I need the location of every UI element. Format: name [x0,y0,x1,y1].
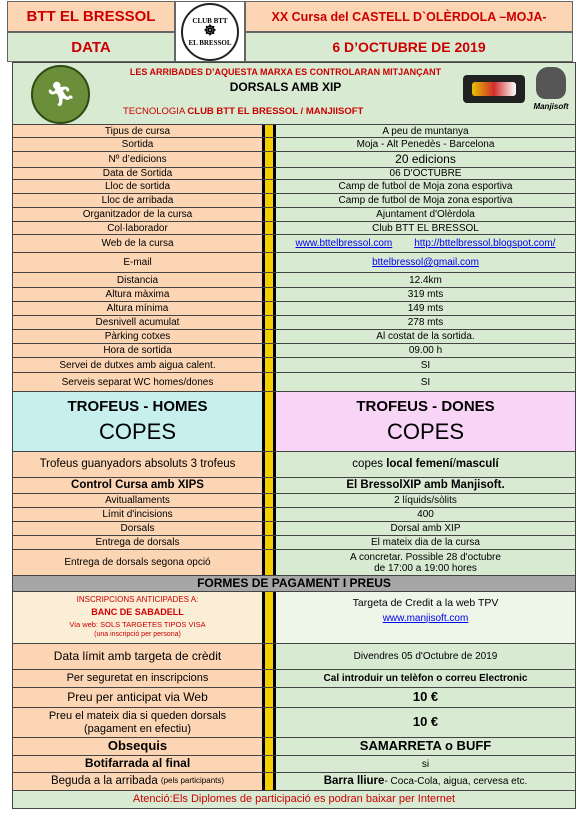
row-label: Sortida [12,138,262,151]
tpv-label: Targeta de Credit a la web TPV [352,597,499,609]
row-value: Camp de futbol de Moja zona esportiva [276,194,576,207]
row-label: Pàrking cotxes [12,330,262,343]
bicycle-icon: ☸ [203,23,217,39]
banner-tech-prefix: TECNOLOGIA [123,106,188,117]
row-separator [262,168,276,179]
web-link-1[interactable]: www.bttelbressol.com [295,238,393,249]
web-link-2[interactable]: http://bttelbressol.blogspot.com/ [414,238,556,249]
drinks-label-main: Beguda a la arribada [50,775,161,788]
same-day-price-value: 10 € [276,708,576,737]
row-value: SI [276,358,576,372]
trophies-detail-value [276,452,576,477]
control-row [12,478,576,494]
row-value: 400 [276,508,576,521]
pickup-second-label: Entrega de dorsals segona opció [12,550,262,575]
row-label: Data de Sortida [12,168,262,179]
inscriptions-line2: BANC DE SABADELL [91,606,184,617]
drinks-label [12,773,262,790]
banner-line2: DORSALS AMB XIP [229,80,342,94]
row-value: 278 mts [276,316,576,329]
web-links [276,235,576,252]
row-label: Dorsals [12,522,262,535]
runner-logo-icon: 🏃︎ [31,65,90,124]
table-row [12,344,576,358]
row-separator [262,522,276,535]
row-label: Col·laborador [12,222,262,234]
row-separator [262,125,276,137]
table-row [12,125,576,138]
botifarrada-row [12,756,576,773]
club-logo-text-bottom: EL BRESSOL [188,38,232,47]
table-row [12,536,576,550]
drinks-label-small: (pels participants) [160,776,225,786]
row-separator [262,644,276,669]
row-separator [262,708,276,737]
pickup-second-line1: A concretar. Possible 28 d'octubre [350,551,501,563]
footer-row [12,791,576,809]
inscriptions-line4: (una inscripció per persona) [94,631,181,639]
table-row [12,273,576,288]
table-row [12,358,576,373]
row-separator [262,273,276,287]
row-label: Entrega de dorsals [12,536,262,549]
row-label: Lloc de arribada [12,194,262,207]
org-name-box [7,1,175,32]
manjisoft-logo-text: Manjisoft [533,102,569,111]
row-value: Ajuntament d'Olèrdola [276,208,576,221]
row-label: Distancia [12,273,262,287]
row-separator [262,773,276,790]
email-link[interactable]: bttelbressol@gmail.com [372,257,479,268]
row-value: Moja - Alt Penedès - Barcelona [276,138,576,151]
manjisoft-logo-icon [530,67,572,119]
web-price-value: 10 € [276,688,576,707]
table-row [12,222,576,235]
row-separator [262,152,276,167]
row-label: Hora de sortida [12,344,262,357]
row-value: Camp de futbol de Moja zona esportiva [276,180,576,193]
table-row [12,288,576,302]
same-day-price-row [12,708,576,738]
row-value: Al costat de la sortida. [276,330,576,343]
event-title: XX Cursa del CASTELL D`OLÈRDOLA –MOJA- [271,9,547,24]
row-separator [262,344,276,357]
row-separator [262,138,276,151]
gifts-value: SAMARRETA o BUFF [276,738,576,755]
row-separator [262,208,276,221]
row-value: A peu de muntanya [276,125,576,137]
table-row [12,302,576,316]
table-row [12,152,576,168]
row-separator [262,330,276,343]
payment-header: FORMES DE PAGAMENT I PREUS [12,576,576,591]
deadline-value: Divendres 05 d'Octubre de 2019 [276,644,576,669]
same-day-price-line1: Preu el mateix dia si queden dorsals [48,710,227,723]
trophies-detail-bold2: masculí [455,458,499,471]
table-row [12,373,576,392]
row-label: Límit d'incisions [12,508,262,521]
web-price-label: Preu per anticipat via Web [12,688,262,707]
row-separator [262,508,276,521]
row-separator [262,688,276,707]
bressol-chip-logo-icon [463,75,525,103]
info-rows-3 [12,494,576,550]
event-date-box [245,32,573,62]
email-label: E-mail [12,253,262,272]
chip-banner [12,62,576,125]
row-value: SI [276,373,576,391]
info-rows-1 [12,125,576,235]
trophies-men-title: TROFEUS - HOMES [67,398,208,416]
table-row [12,330,576,344]
banner-tech [123,106,473,117]
row-label: Tipus de cursa [12,125,262,137]
row-value: 12.4km [276,273,576,287]
email-row [12,253,576,273]
row-label: Serveis separat WC homes/dones [12,373,262,391]
row-value: 149 mts [276,302,576,315]
row-value: 09.00 h [276,344,576,357]
trophies-women-sub: COPES [386,418,465,444]
pickup-second-row [12,550,576,576]
row-separator [262,235,276,252]
email-value-cell [276,253,576,272]
row-separator [262,316,276,329]
row-separator [262,302,276,315]
trophies-detail-row [12,452,576,478]
row-separator [262,194,276,207]
table-row [12,208,576,222]
table-row [12,138,576,152]
row-separator [262,536,276,549]
row-value: Club BTT EL BRESSOL [276,222,576,234]
trophies-women [276,392,576,451]
same-day-price-label [12,708,262,737]
table-row [12,316,576,330]
security-row [12,670,576,688]
row-label: Altura màxima [12,288,262,301]
row-separator [262,592,276,643]
club-logo-text-top: CLUB BTT [192,16,228,25]
inscriptions-info [12,592,262,643]
row-separator [262,756,276,772]
deadline-row [12,644,576,670]
inscriptions-line1: INSCRIPCIONS ANTICIPADES A: [76,595,199,605]
gifts-row [12,738,576,756]
row-separator [262,452,276,477]
row-label: Avituallaments [12,494,262,507]
row-label: Desnivell acumulat [12,316,262,329]
row-label: Organitzador de la cursa [12,208,262,221]
trophies-detail-label: Trofeus guanyadors absoluts 3 trofeus [12,452,262,477]
row-value: 20 edicions [276,152,576,167]
drinks-value [276,773,576,790]
botifarrada-label: Botifarrada al final [12,756,262,772]
control-label: Control Cursa amb XIPS [12,478,262,493]
row-separator [262,392,276,451]
trophies-men [12,392,262,451]
row-value: 319 mts [276,288,576,301]
drinks-value-bold: Barra lliure [323,775,385,788]
row-separator [262,550,276,575]
row-label: Nº d’edicions [12,152,262,167]
deadline-label: Data límit amb targeta de crèdit [12,644,262,669]
row-separator [262,180,276,193]
row-separator [262,222,276,234]
banner-tech-name: CLUB BTT EL BRESSOL / MANJIISOFT [187,106,364,117]
event-date: 6 D’OCTUBRE DE 2019 [332,39,486,55]
table-row [12,508,576,522]
club-logo-box [175,1,245,62]
row-value: El mateix dia de la cursa [276,536,576,549]
data-label-box [7,32,175,62]
table-row [12,494,576,508]
drinks-row [12,773,576,791]
row-label: Servei de dutxes amb aigua calent. [12,358,262,372]
trophies-detail-slash: / [452,458,456,471]
pickup-second-line2: de 17:00 a 19:00 hores [374,562,477,574]
inscriptions-row [12,592,576,644]
table-row [12,522,576,536]
pickup-second-value [276,550,576,575]
same-day-price-line2: (pagament en efectiu) [83,722,191,735]
control-value: El BressolXIP amb Manjisoft. [276,478,576,493]
security-label: Per seguretat en inscripcions [12,670,262,687]
row-separator [262,670,276,687]
gifts-label: Obsequis [12,738,262,755]
row-label: Lloc de sortida [12,180,262,193]
web-price-row [12,688,576,708]
table-row [12,180,576,194]
row-value: 2 líquids/sòlits [276,494,576,507]
web-label: Web de la cursa [12,235,262,252]
footer-note: Atenció:Els Diplomes de participació es podran baixar per Internet [12,791,576,808]
trophies-detail-pre: copes [352,458,387,471]
row-value: Dorsal amb XIP [276,522,576,535]
row-separator [262,494,276,507]
tpv-link[interactable]: www.manjisoft.com [382,612,469,624]
web-row [12,235,576,253]
inscriptions-line3: Via web: SOLS TARGETES TIPOS VISA [69,619,206,629]
row-separator [262,288,276,301]
botifarrada-value: si [276,756,576,772]
security-value: Cal introduir un telèfon o correu Electronic [276,670,576,687]
row-separator [262,358,276,372]
data-label: DATA [71,38,111,56]
event-title-box [245,1,573,32]
payment-header-row [12,576,576,592]
info-rows-2 [12,273,576,392]
banner-line1: LES ARRIBADES D’AQUESTA MARXA ES CONTROLARAN MITJANÇANT [129,67,442,77]
row-separator [262,253,276,272]
inscriptions-tpv [276,592,576,643]
info-table [12,125,576,809]
club-logo-icon [181,3,239,61]
drinks-value-rest: - Coca-Cola, aigua, cervesa etc. [384,776,528,787]
trophies-detail-bold: local femení [386,458,453,471]
row-label: Altura mínima [12,302,262,315]
row-separator [262,373,276,391]
trophies-women-title: TROFEUS - DONES [356,398,495,416]
row-separator [262,478,276,493]
table-row [12,168,576,180]
table-row [12,194,576,208]
row-separator [262,738,276,755]
trophies-row [12,392,576,452]
org-name: BTT EL BRESSOL [26,8,156,25]
row-value: 06 D'OCTUBRE [276,168,576,179]
trophies-men-sub: COPES [98,418,177,444]
